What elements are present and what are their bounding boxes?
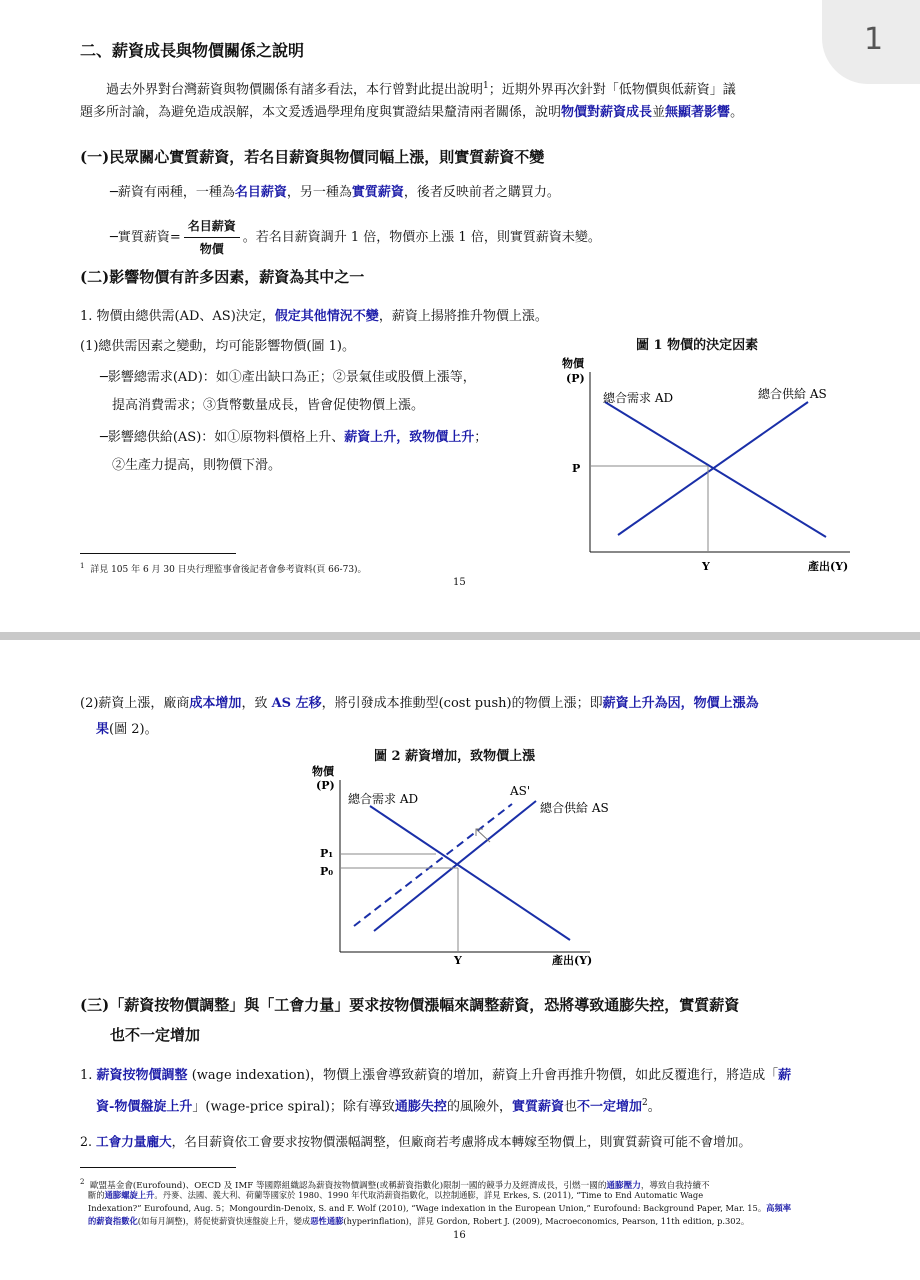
page-number-2: 16 — [453, 1230, 466, 1241]
footnote-2-line-2: 斷的通膨螺旋上升。丹麥、法國、義大利、荷蘭等國家於 1980、1990 年代取消薪資指數化，以控制通膨，詳見 Erkes, S. (2011), “Time to End Automatic Wage — [88, 1190, 704, 1200]
fig2-p1-label: P₁ — [320, 847, 334, 860]
footnote-divider — [80, 553, 236, 554]
fig1-x-axis-label: 產出(Y) — [808, 560, 849, 573]
subsection-heading-2: (二)影響物價有許多因素，薪資為其中之一 — [80, 268, 365, 286]
fig1-ad-label: 總合需求 AD — [603, 391, 674, 405]
fig1-y-axis-unit: (P) — [566, 372, 585, 385]
fig1-as-curve — [618, 402, 808, 535]
wage-indexation-line-1: 1. 薪資按物價調整 (wage indexation)，物價上漲會導致薪資的增加，薪資上升會再推升物價，如此反覆進行，將造成「薪 — [80, 1068, 792, 1083]
ad-factors-line-1: ─影響總需求(AD)：如①產出缺口為正；②景氣佳或股價上漲等， — [100, 370, 476, 385]
intro-line-1: 過去外界對台灣薪資與物價關係有諸多看法，本行曾對此提出說明$^1$；近期外界再次針對「低物價與低薪資」議 — [106, 81, 736, 98]
fig1-ad-curve — [605, 402, 826, 537]
footnote-ref-2[interactable]: 2 — [642, 1098, 648, 1108]
subsection-heading-3-line-1: (三)「薪資按物價調整」與「工會力量」要求按物價漲幅來調整薪資，恐將導致通膨失控，實質薪資 — [80, 996, 740, 1014]
fig2-y-tick: Y — [454, 954, 462, 967]
document-page-15 — [0, 0, 920, 632]
fig2-ad-label: 總合需求 AD — [348, 792, 419, 806]
union-power-line: 2. 工會力量龐大，名目薪資依工會要求按物價漲幅調整，但廠商若考慮將成本轉嫁至物價上，則實質薪資可能不會增加。 — [80, 1134, 751, 1149]
fig2-as-label: 總合供給 AS — [540, 801, 609, 815]
cost-push-line-2: 果(圖 2)。 — [96, 722, 158, 737]
fig1-as-label: 總合供給 AS — [758, 387, 827, 401]
wage-indexation-line-2: 資-物價盤旋上升」(wage-price spiral)；除有導致通膨失控的風險外，實質薪資也不一定增加$^2$。 — [96, 1098, 661, 1115]
intro-line-2: 題多所討論，為避免造成誤解，本文爰透過學理角度與實證結果釐清兩者關係，說明物價對薪資成長並無顯著影響。 — [80, 105, 744, 120]
point-1-line: 1. 物價由總供需(AD、AS)決定，假定其他情況不變，薪資上揚將推升物價上漲。 — [80, 309, 548, 324]
fig2-shift-arrow — [476, 829, 490, 842]
point-1-1-line: (1)總供需因素之變動，均可能影響物價(圖 1)。 — [80, 339, 355, 354]
fig1-p-label: P — [572, 462, 581, 475]
fig2-y-axis-label: 物價 — [312, 765, 334, 778]
fig1-y-tick: Y — [702, 560, 710, 573]
fig2-y-axis-unit: (P) — [316, 779, 335, 792]
real-wage-fraction: $\frac{\text{名目薪資}}{\text{物價}}$ — [184, 216, 240, 259]
fig2-as-prime-curve — [354, 804, 512, 926]
as-factors-line-1: ─影響總供給(AS)：如①原物料價格上升、薪資上升，致物價上升； — [100, 430, 488, 445]
page-separator — [0, 632, 920, 640]
wage-types-line: ─薪資有兩種，一種為名目薪資，另一種為實質薪資，後者反映前者之購買力。 — [110, 185, 560, 200]
figure-1-diagram — [0, 0, 920, 632]
ad-factors-line-2: 提高消費需求；③貨幣數量成長，皆會促使物價上漲。 — [112, 398, 425, 413]
page-indicator-badge: 1 — [822, 0, 920, 84]
footnote-2-line-4: 的薪資指數化(如每月調整)，將促使薪資快速盤旋上升，變成惡性通膨(hyperinflation)，詳見 Gordon, Robert J. (2009), Macroeconomics, Pearson, 11th edition, p.302。 — [88, 1216, 750, 1226]
document-page-16 — [0, 640, 920, 1280]
fig2-ad-curve — [370, 806, 570, 940]
section-title: 二、薪資成長與物價關係之說明 — [80, 41, 305, 60]
footnote-1: $^1$ 詳見 105 年 6 月 30 日央行理監事會後記者會參考資料(頁 66-73)。 — [80, 562, 367, 575]
footnote-2-line-1: $^2$ 歐盟基金會(Eurofound)、OECD 及 IMF 等國際組織認為薪資按物價調整(或稱薪資指數化)限制一國的競爭力及經濟成長，引燃一國的通膨壓力，導致自我持續不 — [80, 1178, 710, 1191]
figure-2-title: 圖 2 薪資增加，致物價上漲 — [374, 749, 536, 764]
real-wage-formula-line: ─實質薪資= $\frac{\text{名目薪資}}{\text{物價}}$ 。若名目薪資調升 1 倍，物價亦上漲 1 倍，則實質薪資未變。 — [110, 216, 601, 259]
subsection-heading-1: (一)民眾關心實質薪資，若名目薪資與物價同幅上漲，則實質薪資不變 — [80, 148, 545, 166]
fig2-as-curve — [374, 801, 536, 931]
subsection-heading-3-line-2: 也不一定增加 — [110, 1026, 201, 1044]
cost-push-line-1: (2)薪資上漲，廠商成本增加，致 AS 左移，將引發成本推動型(cost push)的物價上漲；即薪資上升為因，物價上漲為 — [80, 696, 759, 711]
footnote-divider-2 — [80, 1167, 236, 1168]
footnote-ref-1[interactable]: 1 — [483, 81, 489, 91]
as-factors-line-2: ②生產力提高，則物價下滑。 — [112, 458, 282, 473]
page-number: 15 — [453, 577, 466, 588]
footnote-2-line-3: Indexation?” Eurofound, Aug. 5；Mongourdin-Denoix, S. and F. Wolf (2010), “Wage indexation in the European Union,” Eurofound: Background Paper, Mar. 15。高頻率 — [88, 1203, 792, 1213]
fig2-as-prime-label: AS' — [510, 784, 531, 798]
figure-1-title: 圖 1 物價的決定因素 — [636, 338, 759, 353]
fig2-p0-label: P₀ — [320, 865, 334, 878]
fig1-y-axis-label: 物價 — [562, 357, 584, 370]
fig2-x-axis-label: 產出(Y) — [552, 954, 593, 967]
